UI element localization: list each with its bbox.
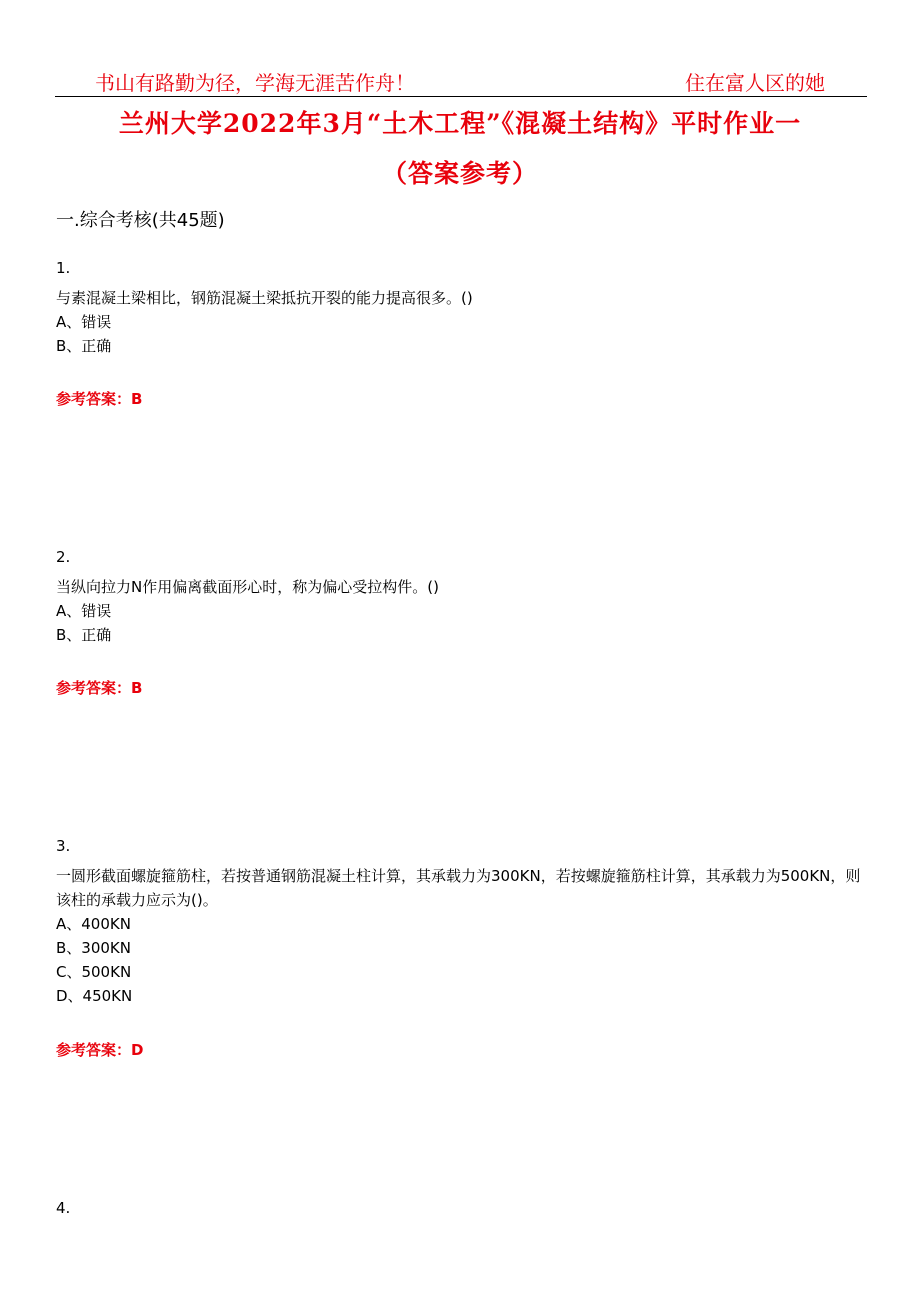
- document-subtitle: （答案参考）: [381, 159, 538, 188]
- question-number: 2.: [56, 548, 71, 566]
- question-1: [56, 256, 868, 358]
- answer-2: 参考答案：B: [56, 679, 143, 697]
- question-number: 3.: [56, 837, 71, 855]
- header-motto: 书山有路勤为径，学海无涯苦作舟！: [95, 71, 415, 95]
- question-number: 4.: [56, 1199, 71, 1217]
- document-title: 兰州大学2022年3月“土木工程”《混凝土结构》平时作业一: [118, 109, 802, 138]
- header-author: 住在富人区的她: [685, 71, 825, 95]
- option-b: B、正确: [56, 626, 112, 644]
- option-a: A、错误: [56, 602, 112, 620]
- question-stem: 一圆形截面螺旋箍筋柱，若按普通钢筋混凝土柱计算，其承载力为300KN，若按螺旋箍筋柱计算，其承载力为500KN，则该柱的承载力应示为()。: [56, 867, 861, 909]
- answer-1: 参考答案：B: [56, 390, 143, 408]
- option-b: B、300KN: [56, 939, 131, 957]
- section-heading: 一.综合考核(共45题): [56, 210, 225, 231]
- question-stem: 与素混凝土梁相比，钢筋混凝土梁抵抗开裂的能力提高很多。(): [56, 289, 473, 307]
- question-2: [56, 545, 868, 647]
- question-stem: 当纵向拉力N作用偏离截面形心时，称为偏心受拉构件。(): [56, 578, 439, 596]
- question-number: 1.: [56, 259, 71, 277]
- question-4: [56, 1196, 868, 1226]
- answer-3: 参考答案：D: [56, 1041, 144, 1059]
- question-3: [56, 834, 868, 1008]
- header-divider: [55, 96, 867, 97]
- page-header: [55, 62, 867, 96]
- option-b: B、正确: [56, 337, 112, 355]
- option-a: A、错误: [56, 313, 112, 331]
- option-c: C、500KN: [56, 963, 132, 981]
- option-a: A、400KN: [56, 915, 131, 933]
- option-d: D、450KN: [56, 987, 133, 1005]
